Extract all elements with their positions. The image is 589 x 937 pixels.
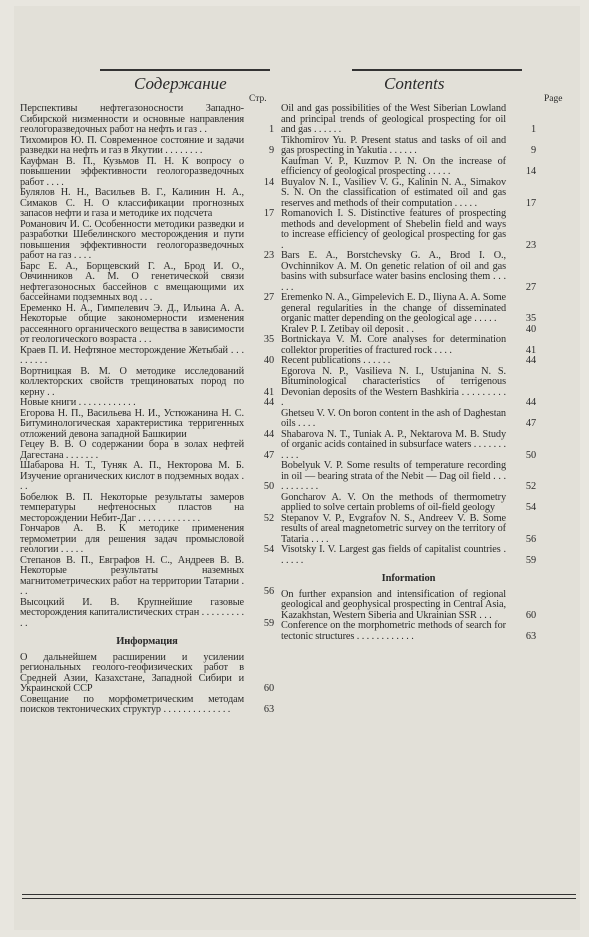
toc-entry bbox=[281, 590, 536, 622]
toc-entry-page: 41 bbox=[263, 386, 274, 398]
toc-entry-page: 44 bbox=[263, 397, 274, 408]
toc-entry bbox=[20, 598, 274, 630]
toc-entry-page: 63 bbox=[525, 630, 536, 642]
toc-entry-title: Bars E. A., Borstchevsky G. A., Brod I. O., Ovchinnikov A. M. On genetic relation of oil and gas basins with subsurface water basins enclosing them . . . . . . bbox=[281, 250, 506, 293]
toc-entry-page: 1 bbox=[268, 124, 274, 135]
toc-entry-title: Oil and gas possibilities of the West Siberian Lowland and principal trends of geological prospecting for oil and gas . . . . . . bbox=[281, 103, 506, 135]
toc-entry-page: 44 bbox=[263, 428, 274, 440]
page-column-header-en: Page bbox=[544, 94, 563, 104]
toc-entry-page: 52 bbox=[263, 512, 274, 524]
toc-entry bbox=[281, 545, 536, 566]
toc-entry-title: Ghetseu V. V. On boron content in the ash of Daghestan oils . . . . bbox=[281, 407, 506, 429]
toc-entry bbox=[20, 461, 274, 493]
toc-entry-title: Совещание по морфометрическим методам поисков тектонических структур . . . . . . . . . . . . . . bbox=[20, 693, 244, 715]
toc-entry bbox=[281, 621, 536, 642]
toc-entry-page: 50 bbox=[263, 481, 274, 492]
toc-entry bbox=[20, 220, 274, 262]
toc-entry-title: Романович И. С. Особенности методики разведки и разработки Шебелинского месторождения и пути повышения эффективности геологоразведочных работ на газ . . . . bbox=[20, 218, 244, 261]
contents-title-en: Contents bbox=[384, 74, 445, 93]
toc-entry-title: Новые книги . . . . . . . . . . . . bbox=[20, 397, 136, 408]
toc-entry-title: Еременко Н. А., Гимпелевич Э. Д., Ильина А. А. Некоторые общие закономерности изменения рассеянного органического вещества в зависимости от геологического возраста . . . bbox=[20, 302, 244, 345]
toc-entry-title: Bortnickaya V. M. Core analyses for determination collektor properities of fractured rock . . . . bbox=[281, 334, 506, 356]
toc-entry bbox=[20, 104, 274, 136]
toc-entry bbox=[20, 188, 274, 220]
toc-entry-title: Кауфман В. П., Кузьмов П. Н. К вопросу о повышении эффективности геологоразведочных работ . . . . bbox=[20, 155, 244, 188]
toc-entry-page: 27 bbox=[525, 281, 536, 293]
toc-entry bbox=[20, 157, 274, 189]
toc-entry-page: 47 bbox=[263, 449, 274, 461]
toc-entry bbox=[20, 262, 274, 304]
toc-entry-page: 23 bbox=[263, 250, 274, 261]
toc-entry bbox=[20, 304, 274, 346]
toc-entry bbox=[281, 104, 536, 136]
toc-entry-title: Вортницкая В. М. О методике исследований коллекторских свойств трещиноватых пород по керну . . bbox=[20, 365, 244, 398]
bottom-rule bbox=[22, 894, 576, 895]
toc-entry bbox=[281, 335, 536, 356]
toc-entry-page: 14 bbox=[263, 176, 274, 188]
toc-entry-page: 40 bbox=[263, 355, 274, 366]
toc-entry-page: 63 bbox=[263, 704, 274, 715]
toc-entry bbox=[20, 556, 274, 598]
toc-entry-title: Goncharov A. V. On the methods of thermometry applied to solve certain problems of oil-field geology bbox=[281, 491, 506, 513]
toc-entry-title: Перспективы нефтегазоносности Западно-Сибирской низменности и основные направления геологоразведочных работ на нефть и газ . . bbox=[20, 103, 244, 135]
toc-entry bbox=[20, 367, 274, 399]
toc-entry-page: 44 bbox=[525, 355, 536, 366]
toc-entry-page: 60 bbox=[263, 683, 274, 694]
toc-entry bbox=[281, 367, 536, 409]
contents-title-ru: Содержание bbox=[134, 74, 227, 93]
toc-entry-page: 50 bbox=[525, 449, 536, 461]
contents-column-ru bbox=[20, 104, 274, 716]
toc-entry-page: 27 bbox=[263, 292, 274, 303]
toc-entry bbox=[20, 136, 274, 157]
toc-entry-page: 41 bbox=[525, 344, 536, 356]
toc-entry-title: Краев П. И. Нефтяное месторождение Жетыбай . . . . . . . . . bbox=[20, 344, 244, 366]
toc-entry-title: Kaufman V. P., Kuzmov P. N. On the increase of efficiency of geological prospecting . . . . . bbox=[281, 155, 506, 177]
toc-entry bbox=[281, 409, 536, 430]
toc-entry-title: Высоцкий И. В. Крупнейшие газовые месторождения капиталистических стран . . . . . . . . . . . bbox=[20, 596, 244, 629]
toc-entry-page: 54 bbox=[525, 502, 536, 513]
toc-entry-title: Степанов В. П., Евграфов Н. С., Андреев В. В. Некоторые результаты наземных магнитометрических работ на территории Татарии . . . bbox=[20, 554, 244, 597]
toc-entry-title: Шабарова Н. Т., Туняк А. П., Некторова М. Б. Изучение органических кислот в подземных водах . . . bbox=[20, 460, 244, 492]
toc-entry-page: 35 bbox=[525, 313, 536, 324]
toc-entry bbox=[20, 493, 274, 525]
toc-entry-title: О дальнейшем расширении и усилении региональных геолого-геофизических работ в Средней Азии, Казахстане, Западной Сибири и Украинской ССР bbox=[20, 651, 244, 694]
toc-entry-page: 9 bbox=[268, 145, 274, 156]
toc-entry-title: Тихомиров Ю. П. Современное состояние и задачи разведки на нефть и газ в Якутии . . . . . . . . bbox=[20, 134, 244, 156]
toc-entry bbox=[20, 346, 274, 367]
toc-entry bbox=[281, 209, 536, 251]
toc-entry-page: 14 bbox=[525, 166, 536, 177]
toc-entry-title: Buyalov N. I., Vasiliev V. G., Kalinin N. A., Simakov S. N. On the classification of estimated oil and gas reserves and methods of their computation . . . . . bbox=[281, 176, 506, 209]
title-rule-ru bbox=[100, 69, 270, 71]
toc-entry-page: 17 bbox=[525, 197, 536, 209]
toc-entry-title: Бобелюк В. П. Некоторые результаты замеров температуры нефтеносных пластов на месторождении Небит-Даг . . . . . . . . . . . . . bbox=[20, 491, 244, 524]
toc-entry-title: Stepanov V. P., Evgrafov N. S., Andreev V. B. Some results of areal magnetometric survey on the territory of Tataria . . . . bbox=[281, 512, 506, 545]
toc-entry-title: Bobelyuk V. P. Some results of temperature recording in oil — bearing strata of the Nebit — Dag oil field . . . . . . . . . . . bbox=[281, 460, 506, 492]
toc-entry-title: On further expansion and intensification of regional geological and geophysical prospecting in Central Asia, Kazakhstan, Western Siberia and Ukrainian SSR . . . bbox=[281, 588, 506, 621]
information-section-title: Информация bbox=[116, 636, 178, 647]
toc-entry bbox=[281, 293, 536, 325]
toc-entry bbox=[281, 461, 536, 493]
toc-entry-title: Shabarova N. T., Tuniak A. P., Nektarova M. B. Study of organic acids contained in subsurface waters . . . . . . . . . . . bbox=[281, 428, 506, 461]
toc-entry bbox=[20, 524, 274, 556]
toc-entry bbox=[281, 356, 536, 367]
toc-entry-page: 52 bbox=[525, 481, 536, 492]
toc-entry-page: 59 bbox=[263, 617, 274, 629]
contents-column-en bbox=[281, 104, 536, 642]
toc-entry-title: Гецеу В. В. О содержании бора в золах нефтей Дагестана . . . . . . . bbox=[20, 439, 244, 461]
toc-entry-page: 54 bbox=[263, 544, 274, 555]
toc-entry-page: 17 bbox=[263, 208, 274, 219]
toc-entry-page: 35 bbox=[263, 334, 274, 345]
toc-entry bbox=[281, 493, 536, 514]
toc-entry bbox=[20, 440, 274, 461]
toc-entry-page: 56 bbox=[263, 586, 274, 597]
document-page bbox=[14, 6, 580, 930]
toc-entry-page: 59 bbox=[525, 554, 536, 566]
toc-entry bbox=[281, 178, 536, 210]
title-rule-en bbox=[352, 69, 522, 71]
toc-entry-page: 56 bbox=[525, 533, 536, 545]
information-section-title: Information bbox=[381, 573, 436, 584]
toc-entry-title: Egorova N. P., Vasilieva N. I., Ustujanina N. S. Bituminological characteristics of terrigenous Devonian deposits of the Western Bashkiria . . . . . . . . . . bbox=[281, 365, 506, 408]
toc-entry bbox=[281, 136, 536, 157]
bottom-rule-double bbox=[22, 898, 576, 899]
toc-entry-title: Барс Е. А., Борщевский Г. А., Брод И. О., Овчинников А. М. О генетической связи нефтегазоносных бассейнов с вмещающими их бассейнами подземных вод . . . bbox=[20, 260, 244, 303]
toc-entry-page: 44 bbox=[525, 397, 536, 408]
toc-entry bbox=[281, 430, 536, 462]
page-column-header-ru: Стр. bbox=[249, 94, 267, 104]
toc-entry-title: Visotsky I. V. Largest gas fields of capitalist countries . . . . . . bbox=[281, 544, 506, 566]
toc-entry bbox=[20, 653, 274, 695]
toc-entry-title: Kralev P. I. Zetibay oil deposit . . bbox=[281, 323, 414, 335]
toc-entry bbox=[281, 514, 536, 546]
toc-entry-title: Conference on the morphometric methods of search for tectonic structures . . . . . . . . . . . . bbox=[281, 620, 506, 642]
toc-entry-page: 1 bbox=[530, 124, 536, 135]
toc-entry-page: 40 bbox=[525, 323, 536, 335]
toc-entry-title: Гончаров А. В. К методике применения термометрии для решения задач промысловой геологии . . . . . bbox=[20, 523, 244, 555]
toc-entry bbox=[20, 695, 274, 716]
toc-entry bbox=[281, 157, 536, 178]
toc-entry-page: 9 bbox=[530, 145, 536, 156]
toc-entry-title: Tikhomirov Yu. P. Present status and tasks of oil and gas prospecting in Yakutia . . . . . . bbox=[281, 134, 506, 156]
toc-entry bbox=[281, 251, 536, 293]
toc-entry bbox=[20, 409, 274, 441]
toc-entry-title: Romanovich I. S. Distinctive features of prospecting methods and development of Shebelin field and ways to increase efficiency of geological prospecting for gas . bbox=[281, 208, 506, 251]
toc-entry-page: 23 bbox=[525, 239, 536, 251]
toc-entry bbox=[20, 398, 274, 409]
toc-entry-page: 60 bbox=[525, 609, 536, 621]
toc-entry-page: 47 bbox=[525, 418, 536, 429]
toc-entry-title: Егорова Н. П., Васильева Н. И., Устюжанина Н. С. Битуминологическая характеристика терригенных отложений девона западной Башкирии bbox=[20, 407, 244, 440]
toc-entry-title: Recent publications . . . . . . bbox=[281, 355, 391, 366]
toc-entry-title: Булялов Н. Н., Васильев В. Г., Калинин Н. А., Симаков С. Н. О классификации прогнозных запасов нефти и газа и методике их подсчета bbox=[20, 187, 244, 219]
toc-entry-title: Eremenko N. A., Gimpelevich E. D., Iliyna A. A. Some general regularities in the change of disseminated organic matter depending on the geological age . . . . . bbox=[281, 292, 506, 324]
